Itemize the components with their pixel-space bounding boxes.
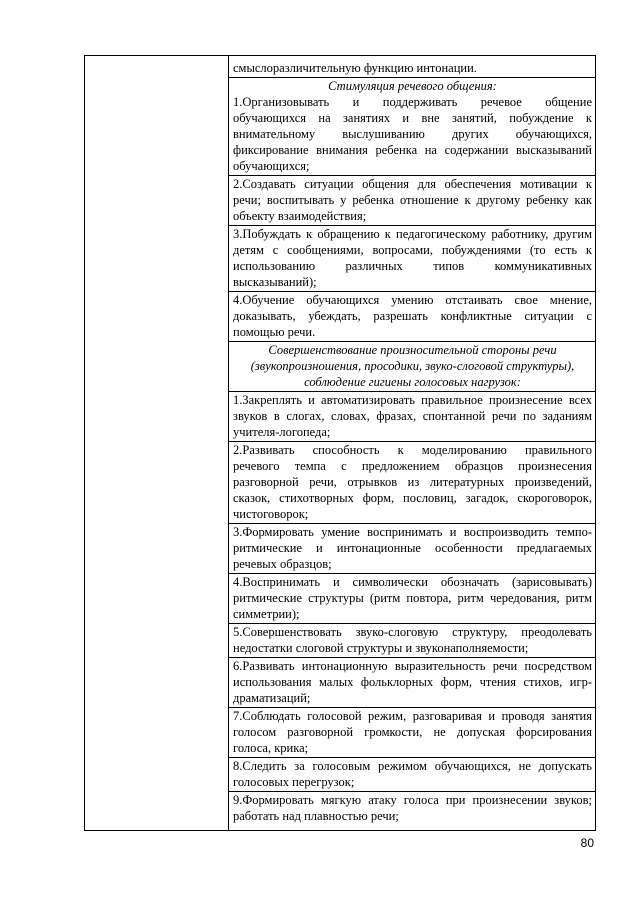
text-line: 9.Формировать мягкую атаку голоса при произнесении звуков; [233, 793, 592, 807]
text-line: ритмические и интонационные особенности предлагаемых [233, 541, 592, 555]
table-left-column [84, 56, 229, 830]
text-line: обучающихся; [233, 159, 310, 173]
text-line: голоса, крика; [233, 741, 309, 755]
text-line: 4.Воспринимать и символически обозначать (зарисовывать) [233, 575, 592, 589]
text-line: помощью речи. [233, 325, 316, 339]
text-line: работать над плавностью речи; [233, 809, 399, 823]
text-line: голосом разговорной громкости, не допуская форсирования [233, 725, 592, 739]
text-line: чистоговорок; [233, 507, 309, 521]
text-line: 2.Развивать способность к моделированию правильного [233, 443, 592, 457]
text-line: использованию различных типов коммуникативных [233, 259, 592, 273]
table-right-column [229, 56, 596, 830]
text-line: ритмические структуры (ритм повтора, ритм чередования, ритм [233, 591, 592, 605]
text-line: 5.Совершенствовать звуко-слоговую структуру, преодолевать [233, 625, 592, 639]
text-line: 2.Создавать ситуации общения для обеспечения мотивации к [233, 177, 592, 191]
section-heading: Совершенствование произносительной стороны речи [268, 343, 557, 357]
text-line: обучающихся на занятиях и вне занятий, побуждение к [233, 111, 592, 125]
text-line: 7.Соблюдать голосовой режим, разговаривая и проводя занятия [233, 709, 592, 723]
text-line: учителя-логопеда; [233, 425, 331, 439]
text-line: 6.Развивать интонационную выразительность речи посредством [233, 659, 592, 673]
section-heading: (звукопроизношения, просодики, звуко-слоговой структуры), [250, 359, 575, 373]
text-line: доказывать, убеждать, разрешать конфликтные ситуации с [233, 309, 592, 323]
text-line: 4.Обучение обучающихся умению отстаивать свое мнение, [233, 293, 592, 307]
text-line: 3.Формировать умение воспринимать и воспроизводить темпо- [233, 525, 592, 539]
text-line: объекту взаимодействия; [233, 209, 367, 223]
text-line: высказываний); [233, 275, 317, 289]
text-line: использования малых фольклорных форм, чтения стихов, игр- [233, 675, 592, 689]
text-line: звуков в слогах, словах, фразах, спонтанной речи по заданиям [233, 409, 592, 423]
text-line: драматизаций; [233, 691, 311, 705]
content-table [84, 55, 596, 831]
text-line: голосовых перегрузок; [233, 775, 355, 789]
text-line: речи; воспитывать у ребенка отношение к другому ребенку как [233, 193, 592, 207]
text-line: фиксирование внимания ребенка на содержании высказываний [233, 143, 592, 157]
text-line: 3.Побуждать к обращению к педагогическому работнику, другим [233, 227, 592, 241]
text-line: речевого темпа с предложением образцов произнесения [233, 459, 592, 473]
text-line: внимательному выслушиванию других обучающихся, [233, 127, 592, 141]
text-line: сказок, стихотворных форм, пословиц, загадок, скороговорок, [233, 491, 592, 505]
section-heading: соблюдение гигиены голосовых нагрузок: [304, 375, 521, 389]
text-line: симметрии); [233, 607, 300, 621]
section-heading: Стимуляция речевого общения: [328, 79, 497, 93]
text-line: недостатки слоговой структуры и звуконаполняемости; [233, 641, 529, 655]
text-line: речевых образцов; [233, 557, 332, 571]
text-line: 1.Организовывать и поддерживать речевое общение [233, 95, 592, 109]
text-line: детям с сообщениями, вопросами, побуждениями (то есть к [233, 243, 592, 257]
text-line: смыслоразличительную функцию интонации. [233, 61, 477, 75]
page-number: 80 [580, 836, 594, 850]
text-line: 1.Закреплять и автоматизировать правильное произнесение всех [233, 393, 592, 407]
text-line: 8.Следить за голосовым режимом обучающихся, не допускать [233, 759, 592, 773]
text-line: разговорной речи, отрывков из литературных произведений, [233, 475, 592, 489]
